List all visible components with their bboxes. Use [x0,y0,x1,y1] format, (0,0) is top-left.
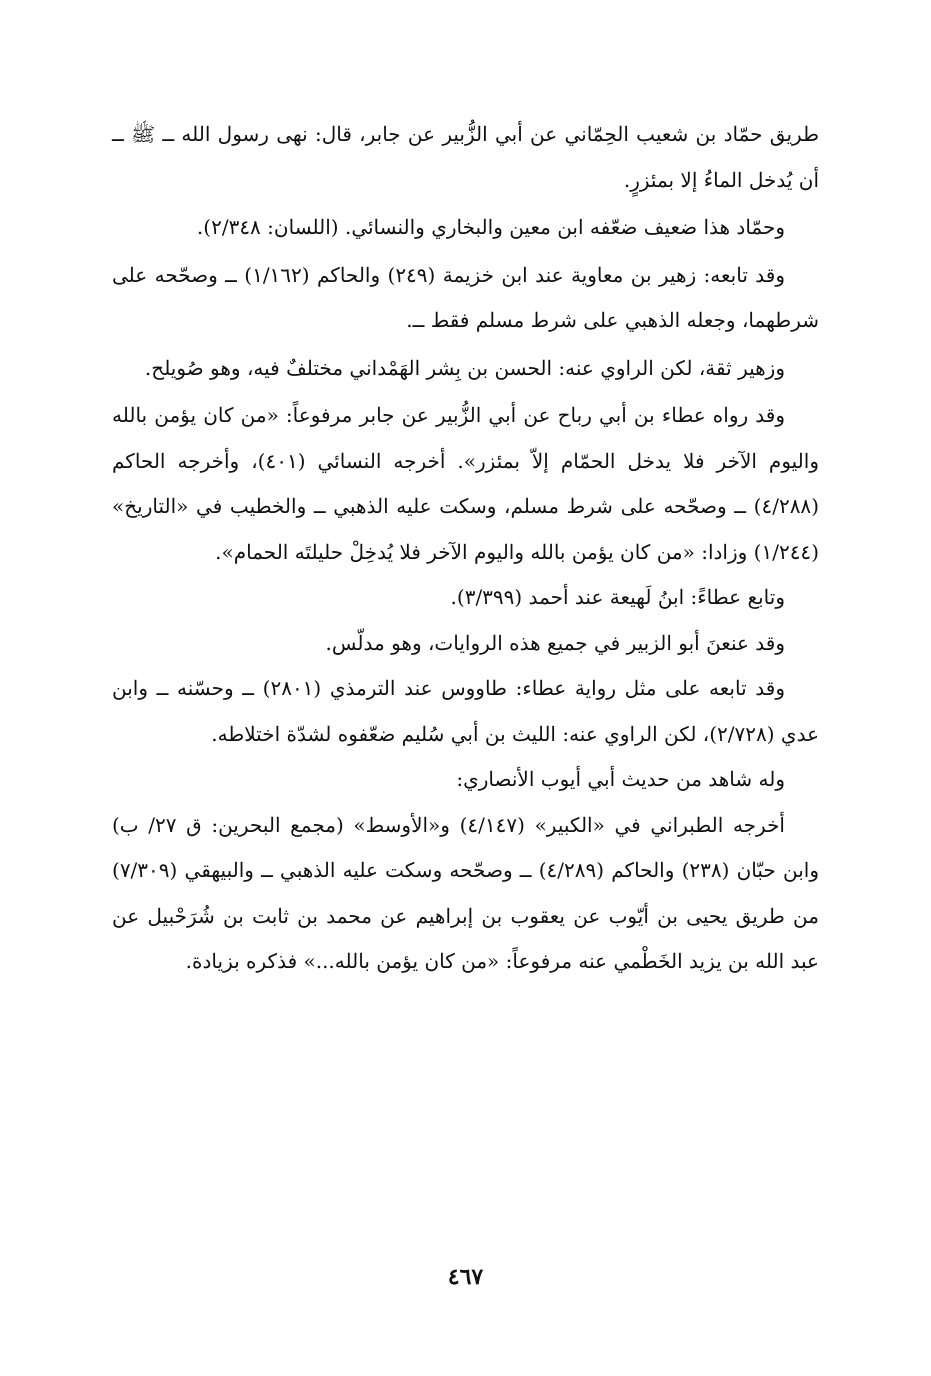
paragraph-4: وزهير ثقة، لكن الراوي عنه: الحسن بن بِشر الهَمْداني مختلفٌ فيه، وهو صُويلح. [144,355,785,380]
paragraph-8: وقد تابعه على مثل رواية عطاء: طاووس عند الترمذي (٢٨٠١) ــ وحسّنه ــ وابن عدي (٢/٧٢٨)، لكن الراوي عنه: الليث بن أبي سُليم ضعّفوه لشدّة اختلاطه. [112,676,819,746]
body-text [112,112,819,985]
paragraph-10: أخرجه الطبراني في «الكبير» (٤/١٤٧) و«الأوسط» (مجمع البحرين: ق ٢٧/ ب) وابن حبّان (٢٣٨) والحاكم (٤/٢٨٩) ــ وصحّحه وسكت عليه الذهبي ــ والبيهقي (٧/٣٠٩) من طريق يحيى بن أيّوب عن يعقوب بن إبراهيم عن محمد بن ثابت بن شُرَحْبيل عن عبد الله بن يزيد الخَطْمي عنه مرفوعاً: «من كان يؤمن بالله...» فذكره بزيادة. [112,812,819,973]
paragraph-5: وقد رواه عطاء بن أبي رباح عن أبي الزُّبير عن جابر مرفوعاً: «من كان يؤمن بالله واليوم الآخر فلا يدخل الحمّام إلاّ بمئزر». أخرجه النسائي (٤٠١)، وأخرجه الحاكم (٤/٢٨٨) ــ وصحّحه على شرط مسلم، وسكت عليه الذهبي ــ والخطيب في «التاريخ» (١/٢٤٤) وزادا: «من كان يؤمن بالله واليوم الآخر فلا يُدخِلْ حليلتَه الحمام». [112,403,819,564]
page-number: ٤٦٧ [447,1264,484,1290]
paragraph-1: طريق حمّاد بن شعيب الحِمّاني عن أبي الزُّبير عن جابر، قال: نهى رسول الله ــ ﷺ ــ أن يُدخل الماءُ إلا بمئزرٍ. [112,122,819,192]
paragraph-7: وقد عنعنَ أبو الزبير في جميع هذه الروايات، وهو مدلّس. [325,630,785,655]
paragraph-2: وحمّاد هذا ضعيف ضعّفه ابن معين والبخاري والنسائي. (اللسان: ٢/٣٤٨). [196,215,785,239]
paragraph-6: وتابع عطاءً: ابنُ لَهيعة عند أحمد (٣/٣٩٩). [450,585,785,609]
paragraph-3: وقد تابعه: زهير بن معاوية عند ابن خزيمة (٢٤٩) والحاكم (١/١٦٢) ــ وصحّحه على شرطهما، وجعله الذهبي على شرط مسلم فقط ــ. [112,262,819,332]
paragraph-9: وله شاهد من حديث أبي أيوب الأنصاري: [456,767,785,791]
